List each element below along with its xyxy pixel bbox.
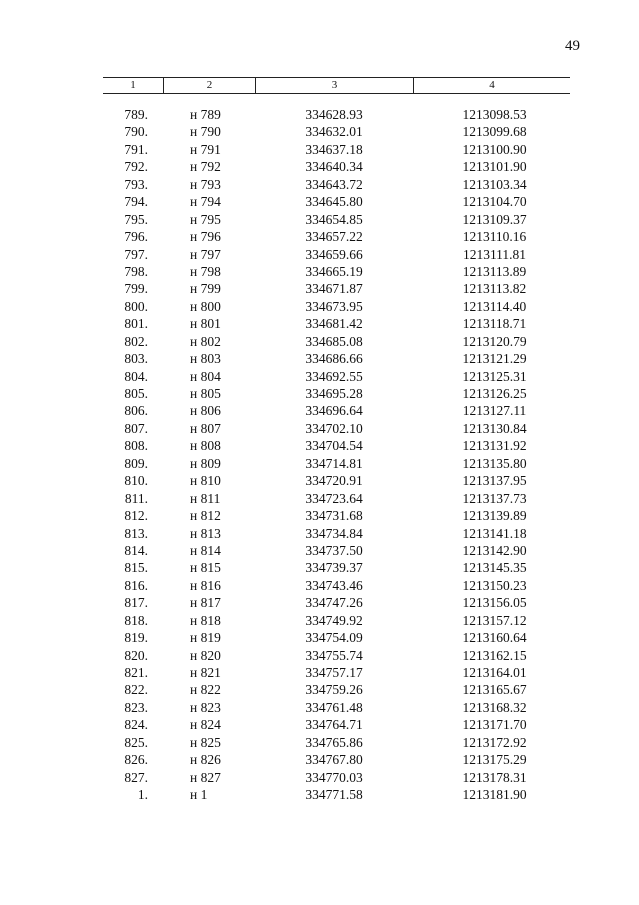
- column-header-2: 2: [163, 78, 255, 93]
- coordinate-y: 1213181.90: [462, 787, 527, 803]
- table-row: [103, 681, 570, 698]
- point-name: н 819: [190, 630, 221, 646]
- point-sequence-number: 808.: [124, 438, 148, 454]
- point-sequence-number: 820.: [124, 647, 148, 663]
- point-name: н 802: [190, 333, 221, 349]
- point-name: н 812: [190, 508, 221, 524]
- point-name: н 792: [190, 159, 221, 175]
- point-name: н 796: [190, 229, 221, 245]
- coordinate-y: 1213137.73: [462, 490, 527, 506]
- point-sequence-number: 805.: [124, 386, 148, 401]
- coordinate-x: 334743.46: [305, 577, 363, 593]
- point-name: н 825: [190, 734, 221, 750]
- coordinate-y: 1213113.82: [462, 281, 527, 297]
- point-name: н 824: [190, 717, 221, 733]
- table-row: [103, 123, 570, 140]
- table-row: [103, 786, 570, 803]
- coordinate-x: 334747.26: [305, 595, 363, 611]
- page-number: 49: [565, 38, 580, 54]
- table-row: [103, 455, 570, 472]
- coordinate-x: 334645.80: [305, 194, 363, 210]
- point-name: н 822: [190, 682, 221, 698]
- table-row: [103, 699, 570, 716]
- point-name: н 795: [190, 211, 221, 227]
- coordinate-x: 334673.95: [305, 298, 363, 314]
- table-row: [103, 559, 570, 576]
- point-sequence-number: 803.: [124, 351, 148, 367]
- coordinate-y: 1213145.35: [462, 560, 527, 576]
- coordinate-y: 1213098.53: [462, 107, 527, 122]
- coordinate-y: 1213164.01: [462, 665, 527, 680]
- point-sequence-number: 798.: [124, 263, 148, 279]
- point-name: н 808: [190, 438, 221, 454]
- table-row: [103, 368, 570, 385]
- point-sequence-number: 799.: [124, 281, 148, 297]
- point-sequence-number: 801.: [124, 316, 148, 332]
- coordinate-y: 1213157.12: [462, 612, 527, 628]
- coordinate-x: 334692.55: [305, 368, 363, 384]
- point-sequence-number: 794.: [124, 194, 148, 210]
- point-sequence-number: 807.: [124, 420, 148, 436]
- point-name: н 817: [190, 595, 221, 611]
- coordinate-y: 1213162.15: [462, 647, 527, 663]
- table-row: [103, 228, 570, 245]
- table-row: [103, 211, 570, 228]
- table-row: [103, 647, 570, 664]
- coordinate-y: 1213150.23: [462, 577, 527, 593]
- coordinate-x: 334704.54: [305, 438, 363, 454]
- coordinate-x: 334734.84: [305, 525, 363, 541]
- point-sequence-number: 802.: [124, 333, 148, 349]
- coordinate-y: 1213131.92: [462, 438, 527, 454]
- point-sequence-number: 816.: [124, 577, 148, 593]
- point-sequence-number: 810.: [124, 473, 148, 489]
- point-sequence-number: 817.: [124, 595, 148, 611]
- table-row: [103, 734, 570, 751]
- coordinate-x: 334765.86: [305, 734, 363, 750]
- point-name: н 794: [190, 194, 221, 210]
- coordinate-y: 1213142.90: [462, 542, 527, 558]
- column-header-4: 4: [413, 78, 570, 93]
- coordinate-x: 334632.01: [305, 124, 363, 140]
- table-row: [103, 350, 570, 367]
- coordinate-y: 1213100.90: [462, 141, 527, 157]
- point-name: н 801: [190, 316, 221, 332]
- table-row: [103, 577, 570, 594]
- coordinate-y: 1213135.80: [462, 455, 527, 471]
- coordinate-x: 334702.10: [305, 420, 363, 436]
- coordinate-y: 1213101.90: [462, 159, 527, 175]
- coordinate-x: 334757.17: [305, 665, 363, 680]
- point-sequence-number: 819.: [124, 630, 148, 646]
- point-name: н 827: [190, 769, 221, 785]
- table-row: [103, 437, 570, 454]
- point-name: н 789: [190, 107, 221, 122]
- coordinate-y: 1213126.25: [462, 386, 527, 401]
- point-name: н 798: [190, 263, 221, 279]
- table-row: [103, 629, 570, 646]
- point-name: н 790: [190, 124, 221, 140]
- table-row: [103, 280, 570, 297]
- coordinate-x: 334665.19: [305, 263, 363, 279]
- point-sequence-number: 790.: [124, 124, 148, 140]
- coordinate-x: 334764.71: [305, 717, 363, 733]
- coordinate-x: 334714.81: [305, 455, 363, 471]
- coordinate-y: 1213125.31: [462, 368, 527, 384]
- coordinate-y: 1213118.71: [462, 316, 527, 332]
- point-name: н 809: [190, 455, 221, 471]
- table-row: [103, 507, 570, 524]
- point-name: н 807: [190, 420, 221, 436]
- point-sequence-number: 823.: [124, 699, 148, 715]
- table-row: [103, 158, 570, 175]
- table-row: [103, 333, 570, 350]
- coordinate-y: 1213103.34: [462, 176, 527, 192]
- table-row: [103, 542, 570, 559]
- point-sequence-number: 826.: [124, 752, 148, 768]
- point-name: н 1: [190, 787, 208, 803]
- table-row: [103, 716, 570, 733]
- table-row: [103, 298, 570, 315]
- coordinate-x: 334685.08: [305, 333, 363, 349]
- coordinate-y: 1213121.29: [462, 351, 527, 367]
- coordinate-x: 334654.85: [305, 211, 363, 227]
- coordinate-x: 334643.72: [305, 176, 363, 192]
- table-row: [103, 594, 570, 611]
- coordinate-x: 334754.09: [305, 630, 363, 646]
- coordinate-y: 1213175.29: [462, 752, 527, 768]
- point-sequence-number: 797.: [124, 246, 148, 262]
- point-name: н 826: [190, 752, 221, 768]
- table-header: [103, 78, 570, 93]
- point-name: н 806: [190, 403, 221, 419]
- point-sequence-number: 813.: [124, 525, 148, 541]
- point-sequence-number: 827.: [124, 769, 148, 785]
- coordinate-y: 1213178.31: [462, 769, 527, 785]
- point-sequence-number: 796.: [124, 229, 148, 245]
- point-name: н 818: [190, 612, 221, 628]
- column-header-1: 1: [130, 79, 136, 91]
- point-sequence-number: 815.: [124, 560, 148, 576]
- coordinate-x: 334657.22: [305, 229, 363, 245]
- table-header-bottom-rule: [103, 93, 570, 94]
- coordinate-x: 334755.74: [305, 647, 363, 663]
- point-name: н 791: [190, 141, 221, 157]
- table-row: [103, 751, 570, 768]
- coordinate-x: 334759.26: [305, 682, 363, 698]
- point-sequence-number: 800.: [124, 298, 148, 314]
- coordinate-x: 334723.64: [305, 490, 363, 506]
- point-name: н 823: [190, 699, 221, 715]
- coordinate-x: 334731.68: [305, 508, 363, 524]
- coordinate-y: 1213127.11: [462, 403, 527, 419]
- point-name: н 811: [190, 490, 221, 506]
- point-sequence-number: 804.: [124, 368, 148, 384]
- coordinate-y: 1213113.89: [462, 263, 527, 279]
- coordinate-y: 1213130.84: [462, 420, 527, 436]
- point-sequence-number: 821.: [124, 665, 148, 680]
- point-name: н 805: [190, 386, 221, 401]
- table-row: [103, 490, 570, 507]
- coordinate-y: 1213171.70: [462, 717, 527, 733]
- coordinate-y: 1213160.64: [462, 630, 527, 646]
- table-row: [103, 176, 570, 193]
- point-name: н 804: [190, 368, 221, 384]
- point-name: н 816: [190, 577, 221, 593]
- point-sequence-number: 793.: [124, 176, 148, 192]
- coordinate-x: 334671.87: [305, 281, 363, 297]
- point-name: н 820: [190, 647, 221, 663]
- coordinate-x: 334637.18: [305, 141, 363, 157]
- point-sequence-number: 1.: [137, 787, 148, 803]
- coordinate-y: 1213114.40: [462, 298, 527, 314]
- table-row: [103, 246, 570, 263]
- point-sequence-number: 791.: [124, 141, 148, 157]
- coordinate-x: 334695.28: [305, 386, 363, 401]
- table-row: [103, 664, 570, 681]
- coordinate-x: 334659.66: [305, 246, 363, 262]
- coordinate-y: 1213104.70: [462, 194, 527, 210]
- point-name: н 814: [190, 542, 221, 558]
- table-row: [103, 525, 570, 542]
- coordinate-x: 334720.91: [305, 473, 363, 489]
- coordinate-x: 334767.80: [305, 752, 363, 768]
- point-sequence-number: 812.: [124, 508, 148, 524]
- table-row: [103, 315, 570, 332]
- coordinate-y: 1213156.05: [462, 595, 527, 611]
- table-row: [103, 106, 570, 123]
- table-row: [103, 472, 570, 489]
- coordinate-x: 334749.92: [305, 612, 363, 628]
- coordinate-x: 334696.64: [305, 403, 363, 419]
- coordinate-x: 334770.03: [305, 769, 363, 785]
- point-name: н 803: [190, 351, 221, 367]
- coordinate-y: 1213165.67: [462, 682, 527, 698]
- point-sequence-number: 792.: [124, 159, 148, 175]
- point-sequence-number: 811.: [124, 490, 148, 506]
- point-sequence-number: 795.: [124, 211, 148, 227]
- point-sequence-number: 814.: [124, 542, 148, 558]
- table-row: [103, 420, 570, 437]
- point-name: н 799: [190, 281, 221, 297]
- column-header-3: 3: [255, 78, 413, 93]
- table-row: [103, 402, 570, 419]
- coordinate-y: 1213141.18: [462, 525, 527, 541]
- point-name: н 815: [190, 560, 221, 576]
- coordinate-x: 334686.66: [305, 351, 363, 367]
- point-sequence-number: 789.: [124, 107, 148, 122]
- point-name: н 797: [190, 246, 221, 262]
- coordinate-y: 1213139.89: [462, 508, 527, 524]
- coordinate-y: 1213110.16: [462, 229, 527, 245]
- point-sequence-number: 818.: [124, 612, 148, 628]
- coordinate-y: 1213172.92: [462, 734, 527, 750]
- point-name: н 813: [190, 525, 221, 541]
- coordinate-x: 334761.48: [305, 699, 363, 715]
- point-sequence-number: 809.: [124, 455, 148, 471]
- point-name: н 800: [190, 298, 221, 314]
- coordinate-x: 334771.58: [305, 787, 363, 803]
- table-row: [103, 385, 570, 402]
- point-sequence-number: 806.: [124, 403, 148, 419]
- point-name: н 821: [190, 665, 221, 680]
- coordinate-y: 1213168.32: [462, 699, 527, 715]
- coordinate-x: 334628.93: [305, 107, 363, 122]
- point-sequence-number: 822.: [124, 682, 148, 698]
- point-name: н 793: [190, 176, 221, 192]
- coordinate-x: 334737.50: [305, 542, 363, 558]
- coordinate-x: 334739.37: [305, 560, 363, 576]
- point-sequence-number: 824.: [124, 717, 148, 733]
- table-row: [103, 612, 570, 629]
- table-row: [103, 141, 570, 158]
- table-row: [103, 193, 570, 210]
- table-row: [103, 769, 570, 786]
- point-name: н 810: [190, 473, 221, 489]
- coordinate-y: 1213099.68: [462, 124, 527, 140]
- coordinate-y: 1213120.79: [462, 333, 527, 349]
- coordinate-y: 1213111.81: [462, 246, 527, 262]
- coordinate-y: 1213137.95: [462, 473, 527, 489]
- coordinates-table-body: [103, 106, 570, 804]
- point-sequence-number: 825.: [124, 734, 148, 750]
- coordinate-y: 1213109.37: [462, 211, 527, 227]
- coordinate-x: 334681.42: [305, 316, 363, 332]
- coordinate-x: 334640.34: [305, 159, 363, 175]
- table-row: [103, 263, 570, 280]
